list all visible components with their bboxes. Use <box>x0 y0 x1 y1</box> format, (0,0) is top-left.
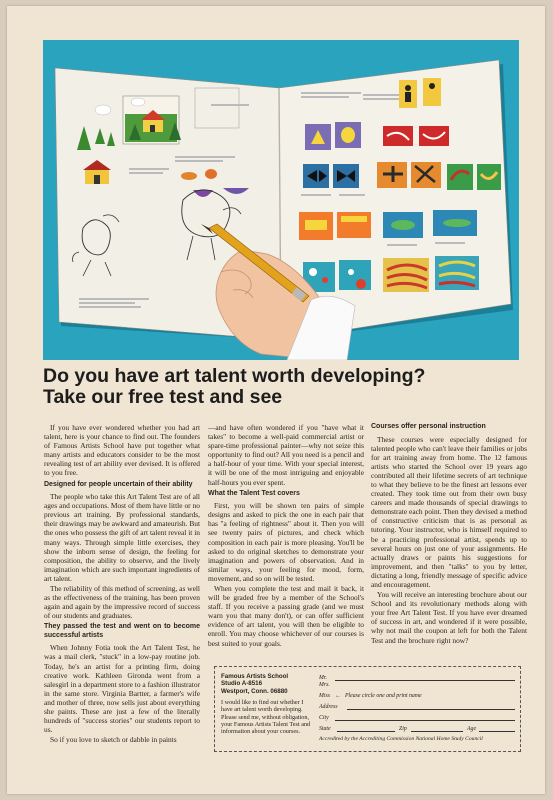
arrow-left-icon: ← <box>335 693 341 699</box>
coupon-address-block <box>221 673 315 735</box>
state-zip-age-field[interactable]: State Zip Age <box>319 723 517 734</box>
school-city: Westport, Conn. 06880 <box>221 687 288 695</box>
headline-line1: Do you have art talent worth developing? <box>43 365 426 387</box>
subheading: Designed for people uncertain of their ability <box>44 480 193 488</box>
paragraph: The people who take this Art Talent Test are of all ages and occupations. Most of them have little or no previous art training. By professional standards, their drawings may be awkward and amateurish. But the ones who possess the gift of art talent reveal it in many ways. Through simple little exercises, they show the inborn sense of design, the feeling for composition, the ability to observe, and the lively imagination which are such important ingredients of art talent. <box>44 492 200 583</box>
paragraph: —and have often wondered if you "have what it takes" to become a well-paid commercial artist or spare-time professional painter—why not seize this opportunity to find out? All you need is a pencil and a half-hour of your time. With your special interest, it will be one of the most intriguing and enjoyable half-hours you ever spent. <box>208 423 364 487</box>
subheading: What the Talent Test covers <box>208 489 300 497</box>
mrs-field[interactable]: Mrs. <box>319 682 330 688</box>
article-column-2 <box>208 423 364 649</box>
studio-number: Studio A-8516 <box>221 680 263 688</box>
paragraph: The reliability of this method of screening, as well as the effectiveness of the training, has been proven again and again by the impressive record of success of our students and graduates. <box>44 584 200 621</box>
paragraph: If you have ever wondered whether you had art talent, here is your chance to find out. The founders of Famous Artists School have put together what many artists and educators consider to be the most revealing test of art ability ever devised. It is offered to you free. <box>44 423 200 478</box>
city-field[interactable]: City <box>319 712 517 723</box>
paragraph: You will receive an interesting brochure about our School and its revolutionary methods along with your free Art Talent Test. If you have ever dreamed of success in art, and wondered if it were possible, why not mail the coupon at left for both the Talent Test and the brochure right now? <box>371 590 527 645</box>
address-field[interactable]: Address <box>319 701 517 712</box>
circle-note: Please circle one and print name <box>345 693 422 699</box>
subheading: They passed the test and went on to become successful artists <box>44 623 200 639</box>
coupon-request-text: I would like to find out whether I have art talent worth developing. Please send me, without obligation, your Famous Artists Talent Test and information about your courses. <box>221 699 311 736</box>
hero-illustration <box>43 40 519 360</box>
coupon-form <box>319 672 517 742</box>
paragraph: When you complete the test and mail it back, it will be graded free by a member of the School's staff. If you receive a passing grade (and we must warn you that many don't), or can offer sufficient evidence of art talent, you will then be eligible to enroll. You may choose whichever of our courses is best suited to your goals. <box>208 584 364 648</box>
paragraph: These courses were especially designed for talented people who can't leave their families or jobs for art training away from home. The 12 famous artists who started the School over 19 years ago contributed all their lifetime secrets of art technique to what they believe to be the finest art lessons ever created. They took time out from their own busy careers and made thousands of special drawings to demonstrate each point. Then they devised a method of constructive criticism that is as personal as tutoring. Your instructor, who is himself required to be a practicing professional artist, spends up to several hours on just one of your assignments. He actually draws or paints his suggestions for improvement, and then "talks" to you by letter, dictating a long, friendly message of specific advice and encouragement. <box>371 434 527 589</box>
subheading: Courses offer personal instruction <box>371 423 486 430</box>
open-book-illustration <box>43 40 519 360</box>
paragraph: First, you will be shown ten pairs of simple designs and asked to pick the one in each pair that has "a feeling of rightness" about it. Then you will see twenty pairs of pictures, and check which composition in each pair is more pleasing. You'll be asked to do original sketches to demonstrate your imagination and powers of observation. And in similar ways, your feeling for mood, form, movement, and so on will be tested. <box>208 501 364 583</box>
magazine-page <box>7 6 545 794</box>
article-column-1 <box>44 423 200 745</box>
mail-in-coupon[interactable] <box>214 666 521 752</box>
school-name: Famous Artists School <box>221 673 289 680</box>
paragraph: When Johnny Fotia took the Art Talent Test, he was a mail clerk, "stuck" in a low-pay routine job. Today, he's an artist for a printing firm, doing creative work. Kathleen Gironda went from a salesgirl in a department store to a fashion illustrator in the same store. Virginia Bartter, a farmer's wife and mother of three, now sells just about everything she paints. These are just a few of the literally hundreds of "success stories" our students report to us. <box>44 643 200 735</box>
miss-field[interactable]: Miss ← Please circle one and print name <box>319 693 422 699</box>
article-column-3 <box>371 423 527 646</box>
headline-line2: Take our free test and see <box>43 386 283 408</box>
paragraph: So if you love to sketch or dabble in paints <box>50 735 177 745</box>
headline <box>43 366 523 408</box>
accreditation-note: Accredited by the Accrediting Commission National Home Study Council <box>319 736 483 742</box>
mr-field[interactable]: Mr. <box>319 672 517 683</box>
